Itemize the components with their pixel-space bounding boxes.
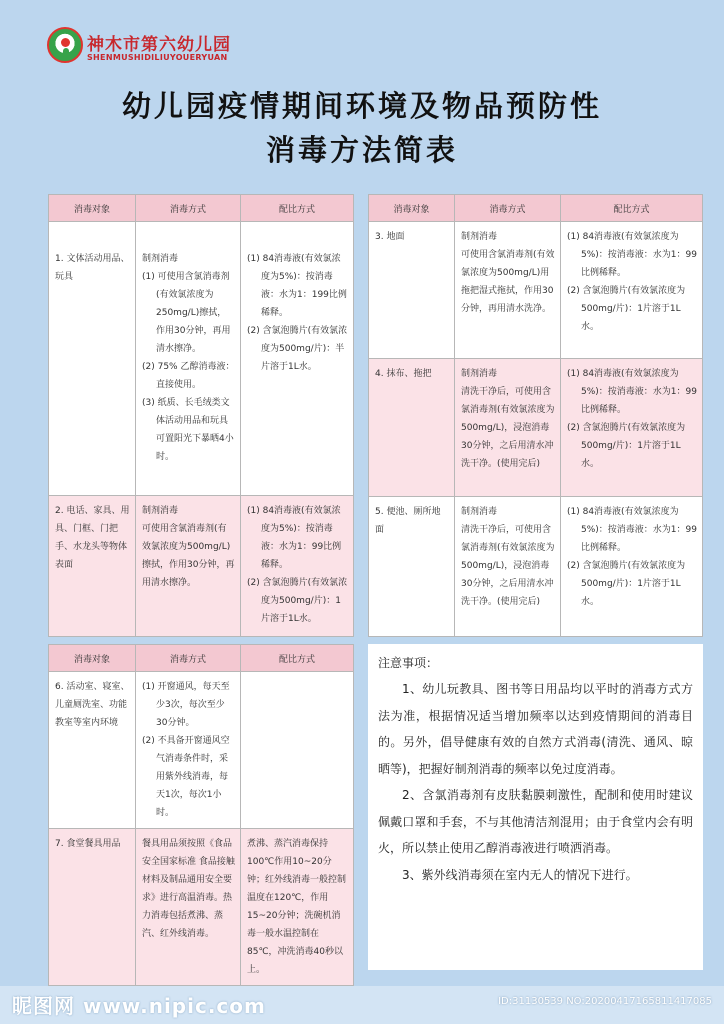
table-row <box>49 222 354 496</box>
method-line: 制剂消毒 <box>461 369 498 379</box>
table-row <box>369 497 703 637</box>
method-line: (2) 75% 乙醇消毒液：直接使用。 <box>142 362 235 390</box>
brand-name-cn: 神木市第六幼儿园 <box>87 35 231 55</box>
table-row <box>49 496 354 637</box>
disinfection-table-right <box>368 194 703 634</box>
col-header-object: 消毒对象 <box>49 195 136 222</box>
disinfection-table-left <box>48 194 354 634</box>
row-object: 3. 地面 <box>375 232 405 242</box>
page-title-line1: 幼儿园疫情期间环境及物品预防性 <box>121 89 602 123</box>
note-paragraph: 1、幼儿玩教具、图书等日用品均以平时的消毒方式方法为准，根据情况适当增加频率以达到疫情期间的消毒目的。另外，倡导健康有效的自然方式消毒(清洗、通风、晾晒等)，把握好制剂消毒的频率以免过度消毒。 <box>378 682 693 776</box>
watermark-id: ID:31130539 NO:20200417165811417085 <box>498 996 712 1007</box>
col-header-ratio: 配比方式 <box>241 645 354 672</box>
row-object: 2. 电话、家具、用具、门框、门把手、水龙头等物体表面 <box>55 506 130 570</box>
row-object: 5. 便池、厕所地面 <box>375 507 441 535</box>
col-header-ratio: 配比方式 <box>241 195 354 222</box>
ratio-line: (1) 84消毒液(有效氯浓度为5%)：按消毒液：水为1：199比例稀释。 <box>247 254 347 318</box>
row-object: 1. 文体活动用品、玩具 <box>55 254 130 282</box>
row-object: 4. 抹布、拖把 <box>375 369 432 379</box>
col-header-method: 消毒方式 <box>455 195 561 222</box>
table-row <box>369 359 703 497</box>
method-line: 制剂消毒 <box>461 232 498 242</box>
note-paragraph: 3、紫外线消毒须在室内无人的情况下进行。 <box>402 867 638 882</box>
ratio-line: (1) 84消毒液(有效氯浓度为5%)：按消毒液：水为1：99比例稀释。 <box>247 506 342 570</box>
disinfection-table-bottom <box>48 644 354 975</box>
notes-panel <box>368 644 703 970</box>
notes-heading: 注意事项： <box>378 656 439 670</box>
method-line: (3) 纸质、长毛绒类文体活动用品和玩具可置阳光下暴晒4小时。 <box>142 398 234 462</box>
method-line: (2) 不具备开窗通风空气消毒条件时，采用紫外线消毒，每天1次，每次1小时。 <box>142 736 230 818</box>
col-header-ratio: 配比方式 <box>561 195 703 222</box>
method-line: 清洗干净后，可使用含氯消毒剂(有效氯浓度为500mg/L)，浸泡消毒30分钟，之后用清水冲洗干净。(使用完后) <box>461 525 555 607</box>
method-line: (1) 可使用含氯消毒剂(有效氯浓度为250mg/L)擦拭，作用30分钟，再用清水擦净。 <box>142 272 231 354</box>
table-row <box>49 829 354 986</box>
method-line: (1) 开窗通风，每天至少3次，每次至少30分钟。 <box>142 682 230 728</box>
col-header-object: 消毒对象 <box>369 195 455 222</box>
ratio-line: (2) 含氯泡腾片(有效氯浓度为500mg/片)：半片溶于1L水。 <box>247 326 348 372</box>
ratio-line: (1) 84消毒液(有效氯浓度为5%)：按消毒液：水为1：99比例稀释。 <box>567 507 697 553</box>
col-header-method: 消毒方式 <box>136 195 241 222</box>
ratio-line: (2) 含氯泡腾片(有效氯浓度为500mg/片)：1片溶于1L水。 <box>247 578 348 624</box>
method-line: 餐具用品须按照《食品安全国家标准 食品接触材料及制品通用安全要求》进行高温消毒。热力消毒包括煮沸、蒸汽、红外线消毒。 <box>142 839 235 939</box>
table-row <box>49 672 354 829</box>
col-header-method: 消毒方式 <box>136 645 241 672</box>
ratio-line: 煮沸、蒸汽消毒保持100℃作用10~20分钟；红外线消毒一般控制温度在120℃，作用15~20分钟；洗碗机消毒一般水温控制在85℃，冲洗消毒40秒以上。 <box>247 839 347 975</box>
method-line: 制剂消毒 <box>142 254 179 264</box>
method-line: 制剂消毒 <box>461 507 498 517</box>
row-object: 6. 活动室、寝室、儿童厕洗室、功能教室等室内环境 <box>55 682 130 728</box>
ratio-line: (1) 84消毒液(有效氯浓度为5%)：按消毒液：水为1：99比例稀释。 <box>567 232 697 278</box>
kindergarten-logo-icon <box>47 27 83 63</box>
method-line: 可使用含氯消毒剂(有效氯浓度为500mg/L)用拖把湿式拖拭，作用30分钟，再用清水洗净。 <box>461 250 555 314</box>
brand-name-en: SHENMUSHIDILIUYOUERYUAN <box>87 53 228 62</box>
watermark-site: 昵图网 www.nipic.com <box>12 994 266 1018</box>
note-paragraph: 2、含氯消毒剂有皮肤黏膜刺激性，配制和使用时建议佩戴口罩和手套，不与其他清洁剂混用；由于食堂内会有明火，所以禁止使用乙醇消毒液进行喷洒消毒。 <box>378 788 693 855</box>
col-header-object: 消毒对象 <box>49 645 136 672</box>
ratio-line: (2) 含氯泡腾片(有效氯浓度为500mg/片)：1片溶于1L水。 <box>567 423 686 469</box>
row-object: 7. 食堂餐具用品 <box>55 839 121 849</box>
ratio-line: (2) 含氯泡腾片(有效氯浓度为500mg/片)：1片溶于1L水。 <box>567 286 686 332</box>
method-line: 制剂消毒 <box>142 506 179 516</box>
method-line: 可使用含氯消毒剂(有效氯浓度为500mg/L)擦拭，作用30分钟，再用清水擦净。 <box>142 524 235 588</box>
method-line: 清洗干净后，可使用含氯消毒剂(有效氯浓度为500mg/L)，浸泡消毒30分钟，之后用清水冲洗干净。(使用完后) <box>461 387 555 469</box>
table-row <box>369 222 703 359</box>
page-title-line2: 消毒方法简表 <box>265 133 458 167</box>
ratio-line: (2) 含氯泡腾片(有效氯浓度为500mg/片)：1片溶于1L水。 <box>567 561 686 607</box>
ratio-line: (1) 84消毒液(有效氯浓度为5%)：按消毒液：水为1：99比例稀释。 <box>567 369 697 415</box>
